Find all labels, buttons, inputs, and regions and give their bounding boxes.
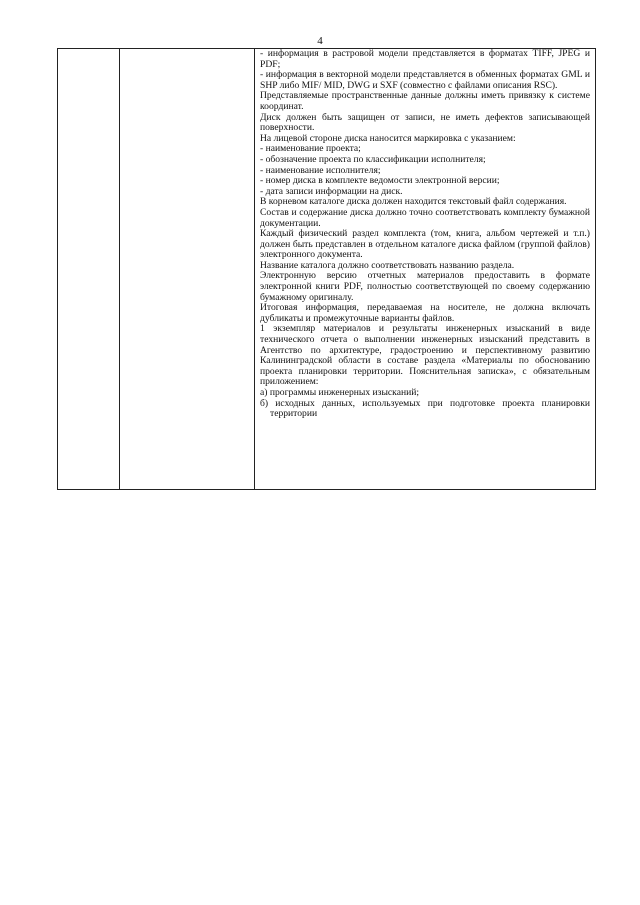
final-info-paragraph: Итоговая информация, передаваемая на носителе, не должна включать дубликаты и промежуточные варианты файлов.	[260, 302, 590, 324]
raster-format-item: - информация в растровой модели представляется в форматах TIFF, JPEG и PDF;	[260, 48, 590, 70]
coordinate-system-paragraph: Представляемые пространственные данные должны иметь привязку к системе координат.	[260, 90, 590, 112]
marking-item: - наименование исполнителя;	[260, 164, 381, 176]
appendix-item-a: а) программы инженерных изысканий;	[260, 387, 420, 398]
requirements-text-cell	[260, 49, 590, 420]
marking-item: - наименование проекта;	[260, 143, 361, 155]
column-divider	[119, 49, 120, 489]
requirements-table	[57, 48, 596, 490]
marking-item: - дата записи информации на диск.	[260, 185, 403, 197]
disk-content-paragraph: Состав и содержание диска должно точно соответствовать комплекту бумажной документации.	[260, 206, 590, 229]
appendix-item-b: б) исходных данных, используемых при подготовке проекта планировки территории	[260, 397, 590, 420]
survey-report-paragraph: 1 экземпляр материалов и результаты инженерных изысканий в виде технического отчета о выполнении инженерных изысканий представить в Агентство по архитектуре, градостроению и перспективному развитию Калининградской области в составе раздела «Материалы по обоснованию проекта планировки территории. Пояснительная записка», с обязательным приложением:	[260, 323, 590, 388]
physical-section-paragraph: Каждый физический раздел комплекта (том, книга, альбом чертежей и т.п.) должен быть представлен в отдельном каталоге диска файлом (группой файлов) электронного документа.	[260, 228, 590, 261]
catalog-name-paragraph: Название каталога должно соответствовать названию раздела.	[260, 259, 515, 271]
disk-protection-paragraph: Диск должен быть защищен от записи, не иметь дефектов записывающей поверхности.	[260, 111, 590, 134]
marking-item: - номер диска в комплекте ведомости электронной версии;	[260, 175, 500, 187]
disk-marking-intro: На лицевой стороне диска наносится маркировка с указанием:	[260, 132, 516, 144]
column-divider	[254, 49, 255, 489]
root-catalog-paragraph: В корневом каталоге диска должен находится текстовый файл содержания.	[260, 196, 567, 208]
marking-item: - обозначение проекта по классификации исполнителя;	[260, 153, 486, 165]
vector-format-item: - информация в векторной модели представляется в обменных форматах GML и SHP либо MIF/ MID, DWG и SXF (совместно с файлами описания RSC).	[260, 69, 590, 91]
page-number: 4	[317, 35, 323, 47]
pdf-version-paragraph: Электронную версию отчетных материалов предоставить в формате электронной книги PDF, полностью соответствующей по своему содержанию бумажному оригиналу.	[260, 270, 590, 303]
